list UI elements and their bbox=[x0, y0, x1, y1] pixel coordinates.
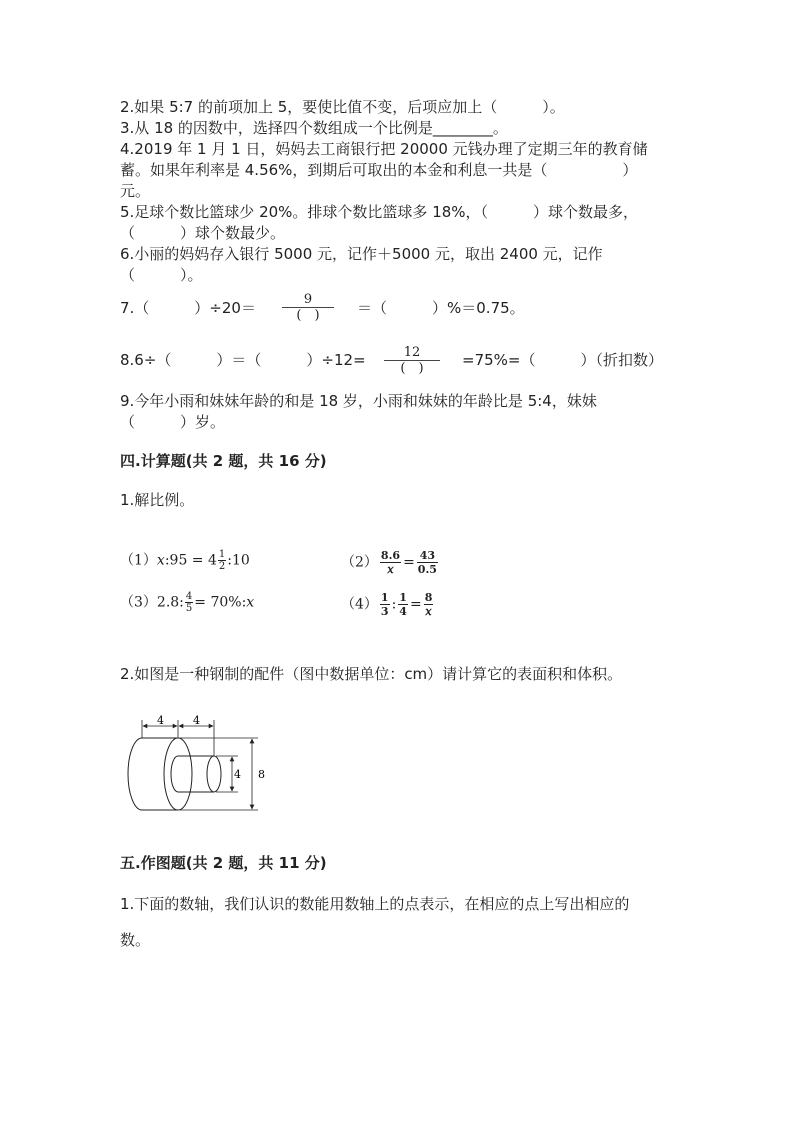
question-5-line-2: （ ）球个数最少。 bbox=[120, 224, 286, 242]
equation-text: = 70%:𝑥 bbox=[194, 594, 255, 611]
section-4-heading: 四.计算题(共 2 题，共 16 分) bbox=[120, 452, 327, 470]
fraction-numerator: 12 bbox=[403, 345, 421, 360]
question-9-line-2: （ ）岁。 bbox=[120, 413, 226, 431]
equation-text: 2.8: bbox=[156, 594, 184, 611]
equals-sign: = bbox=[403, 554, 415, 571]
equation-3 bbox=[120, 591, 254, 614]
mixed-fraction: $\frac{1}{2}$ bbox=[218, 549, 226, 572]
fraction: 8 𝑥 bbox=[424, 591, 433, 618]
equation-label: （3） bbox=[120, 594, 157, 611]
question-6-line-2: （ ）。 bbox=[120, 266, 203, 284]
inner-diameter-label: 4 bbox=[234, 768, 241, 781]
steel-part-diagram bbox=[120, 712, 280, 822]
inner-cylinder-right-face bbox=[207, 756, 221, 792]
section-5-heading: 五.作图题(共 2 题，共 11 分) bbox=[120, 854, 327, 872]
equation-label: （2） bbox=[341, 554, 378, 571]
colon: : bbox=[391, 596, 397, 613]
equation-text: 𝑥:95 = 4 bbox=[156, 552, 217, 569]
fraction: $\frac{1}{3}$ bbox=[380, 591, 389, 618]
question-5-line-1: 5.足球个数比篮球少 20%。排球个数比篮球多 18%，（ ）球个数最多， bbox=[120, 203, 639, 221]
fraction: $\frac{4}{5}$ bbox=[185, 591, 193, 614]
outer-cylinder-left-end bbox=[128, 738, 142, 810]
question-7-fraction bbox=[282, 292, 334, 323]
question-4-line-2: 蓄。如果年利率是 4.56%，到期后可取出的本金和利息一共是（ ） bbox=[120, 161, 638, 179]
equation-1 bbox=[120, 549, 250, 572]
fraction-denominator: ( ) bbox=[296, 308, 320, 323]
question-8-part-2: =75%=（ ）（折扣数） bbox=[462, 351, 663, 369]
question-4-line-1: 4.2019 年 1 月 1 日，妈妈去工商银行把 20000 元钱办理了定期三年的教育储 bbox=[120, 140, 648, 158]
equation-label: （1） bbox=[120, 552, 157, 569]
equation-4 bbox=[341, 591, 435, 618]
section-4-question-1: 1.解比例。 bbox=[120, 491, 195, 509]
question-7-part-1: 7.（ ）÷20＝ bbox=[120, 299, 256, 317]
fraction: $\frac{43}{0.5}$ bbox=[417, 549, 437, 576]
fraction: $\frac{1}{4}$ bbox=[399, 591, 407, 618]
fraction-denominator: ( ) bbox=[400, 361, 424, 376]
question-3: 3.从 18 的因数中，选择四个数组成一个比例是________。 bbox=[120, 119, 508, 137]
question-2: 2.如果 5:7 的前项加上 5，要使比值不变，后项应加上（ ）。 bbox=[120, 98, 565, 116]
top-right-dimension-label: 4 bbox=[193, 714, 200, 727]
section-5-question-1-line-2: 数。 bbox=[120, 931, 151, 949]
fraction-numerator: 9 bbox=[303, 292, 313, 307]
question-8-part-1: 8.6÷（ ）＝（ ）÷12= bbox=[120, 351, 366, 369]
section-4-question-2: 2.如图是一种钢制的配件（图中数据单位：cm）请计算它的表面积和体积。 bbox=[120, 665, 623, 683]
fraction: 8.6 𝑥 bbox=[380, 549, 401, 576]
question-7-part-2: ＝（ ）%＝0.75。 bbox=[357, 299, 525, 317]
question-6-line-1: 6.小丽的妈妈存入银行 5000 元，记作＋5000 元，取出 2400 元，记作 bbox=[120, 245, 603, 263]
question-9-line-1: 9.今年小雨和妹妹年龄的和是 18 岁，小雨和妹妹的年龄比是 5:4，妹妹 bbox=[120, 392, 597, 410]
top-left-dimension-label: 4 bbox=[157, 714, 164, 727]
outer-diameter-label: 8 bbox=[258, 768, 265, 781]
equation-2 bbox=[341, 549, 440, 576]
equation-text: :10 bbox=[227, 552, 250, 569]
equation-label: （4） bbox=[341, 596, 378, 613]
equals-sign: = bbox=[409, 596, 422, 613]
section-5-question-1-line-1: 1.下面的数轴，我们认识的数能用数轴上的点表示，在相应的点上写出相应的 bbox=[120, 895, 630, 913]
question-4-line-3: 元。 bbox=[120, 182, 151, 200]
question-8-fraction bbox=[384, 345, 440, 376]
